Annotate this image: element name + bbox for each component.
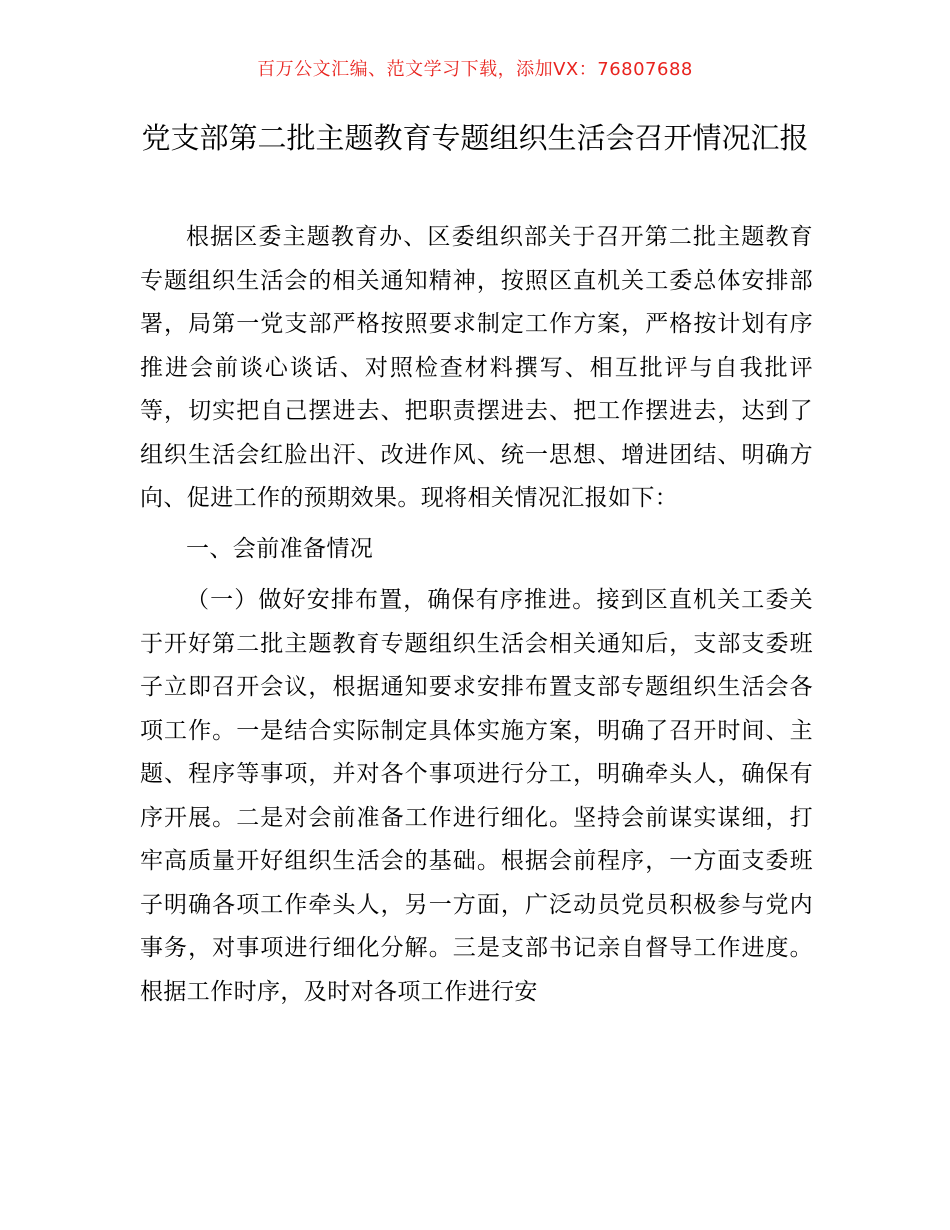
intro-paragraph: 根据区委主题教育办、区委组织部关于召开第二批主题教育专题组织生活会的相关通知精神，按照区直机关工委总体安排部署，局第一党支部严格按照要求制定工作方案，严格按计划有序推进会前谈心谈话、对照检查材料撰写、相互批评与自我批评等，切实把自己摆进去、把职责摆进去、把工作摆进去，达到了组织生活会红脸出汗、改进作风、统一思想、增进团结、明确方向、促进工作的预期效果。现将相关情况汇报如下： — [140, 224, 813, 511]
document-body — [140, 216, 813, 1014]
watermark-banner: 百万公文汇编、范文学习下载，添加VX：76807688 — [257, 59, 693, 80]
document-title: 党支部第二批主题教育专题组织生活会召开情况汇报 — [141, 121, 809, 155]
section-paragraph: （一）做好安排布置，确保有序推进。接到区直机关工委关于开好第二批主题教育专题组织生活会相关通知后，支部支委班子立即召开会议，根据通知要求安排布置支部专题组织生活会各项工作。一是结合实际制定具体实施方案，明确了召开时间、主题、程序等事项，并对各个事项进行分工，明确牵头人，确保有序开展。二是对会前准备工作进行细化。坚持会前谋实谋细，打牢高质量开好组织生活会的基础。根据会前程序，一方面支委班子明确各项工作牵头人，另一方面，广泛动员党员积极参与党内事务，对事项进行细化分解。三是支部书记亲自督导工作进度。根据工作时序，及时对各项工作进行安 — [140, 587, 813, 1005]
section-heading: 一、会前准备情况 — [186, 535, 374, 562]
